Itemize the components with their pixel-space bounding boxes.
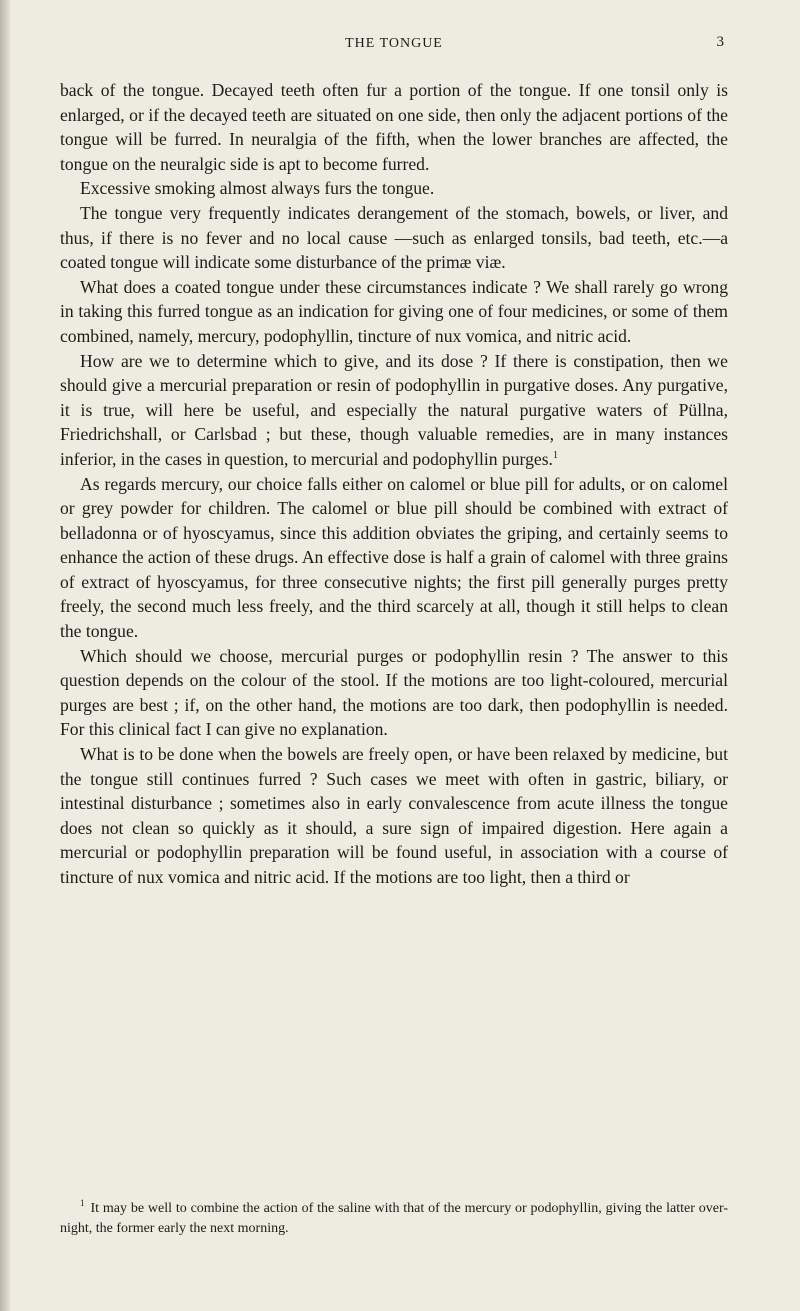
footnote xyxy=(60,1199,728,1239)
paragraph-5-text: How are we to determine which to give, and its dose ? If there is constipation, then we should give a mercurial preparation or resin of podophyllin in purgative doses. Any purgative, it is true, will here be useful, and especially the natural purgative waters of Püllna, Friedrichshall, or Carlsbad ; but these, though valuable remedies, are in many instances inferior, in the cases in question, to mercurial and podophyllin purges. xyxy=(60,350,728,469)
body-text xyxy=(60,78,728,890)
paragraph-6: As regards mercury, our choice falls either on calomel or blue pill for adults, or on calomel or grey powder for children. The calomel or blue pill should be combined with extract of belladonna or of hyoscyamus, since this addition obviates the griping, and certainly seems to enhance the action of these drugs. An effective dose is half a grain of calomel with three grains of extract of hyoscyamus, for three consecutive nights; the first pill generally purges pretty freely, the second much less freely, and the third scarcely at all, though it still helps to clean the tongue. xyxy=(60,473,728,642)
page-number: 3 xyxy=(716,34,724,50)
paragraph-3: The tongue very frequently indicates derangement of the stomach, bowels, or liver, and thus, if there is no fever and no local cause —such as enlarged tonsils, bad teeth, etc.—a coated tongue will indicate some disturbance of the primæ viæ. xyxy=(60,202,728,273)
paragraph-1: back of the tongue. Decayed teeth often fur a portion of the tongue. If one tonsil only is enlarged, or if the decayed teeth are situated on one side, then only the adjacent portions of the tongue will be furred. In neuralgia of the fifth, when the lower branches are affected, the tongue on the neuralgic side is apt to become furred. xyxy=(60,80,728,174)
paragraph-2: Excessive smoking almost always furs the tongue. xyxy=(80,178,435,199)
footnote-mark: 1 xyxy=(80,1198,85,1209)
paragraph-7: Which should we choose, mercurial purges or podophyllin resin ? The answer to this question depends on the colour of the stool. If the motions are too light-coloured, mercurial purges are best ; if, on the other hand, the motions are too dark, then podophyllin is needed. For this clinical fact I can give no explanation. xyxy=(60,645,728,740)
paragraph-4: What does a coated tongue under these circumstances indicate ? We shall rarely go wrong in taking this furred tongue as an indication for giving one of four medicines, or some of them combined, namely, mercury, podophyllin, tincture of nux vomica, and nitric acid. xyxy=(60,276,728,346)
footnote-reference: 1 xyxy=(552,450,558,462)
page-edge-shadow xyxy=(0,0,10,1311)
paragraph-8: What is to be done when the bowels are freely open, or have been relaxed by medicine, but the tongue still continues furred ? Such cases we meet with often in gastric, biliary, or intestinal disturbance ; sometimes also in early convalescence from acute illness the tongue does not clean so quickly as it should, a sure sign of impaired digestion. Here again a mercurial or podophyllin preparation will be found useful, in association with a course of tincture of nux vomica and nitric acid. If the motions are too light, then a third or xyxy=(60,744,728,887)
footnote-text: It may be well to combine the action of the saline with that of the mercury or podophyllin, giving the latter over-night, the former early the next morning. xyxy=(60,1201,728,1236)
book-page xyxy=(58,0,730,1311)
running-head: THE TONGUE xyxy=(345,36,443,51)
paragraph-5 xyxy=(60,349,728,472)
